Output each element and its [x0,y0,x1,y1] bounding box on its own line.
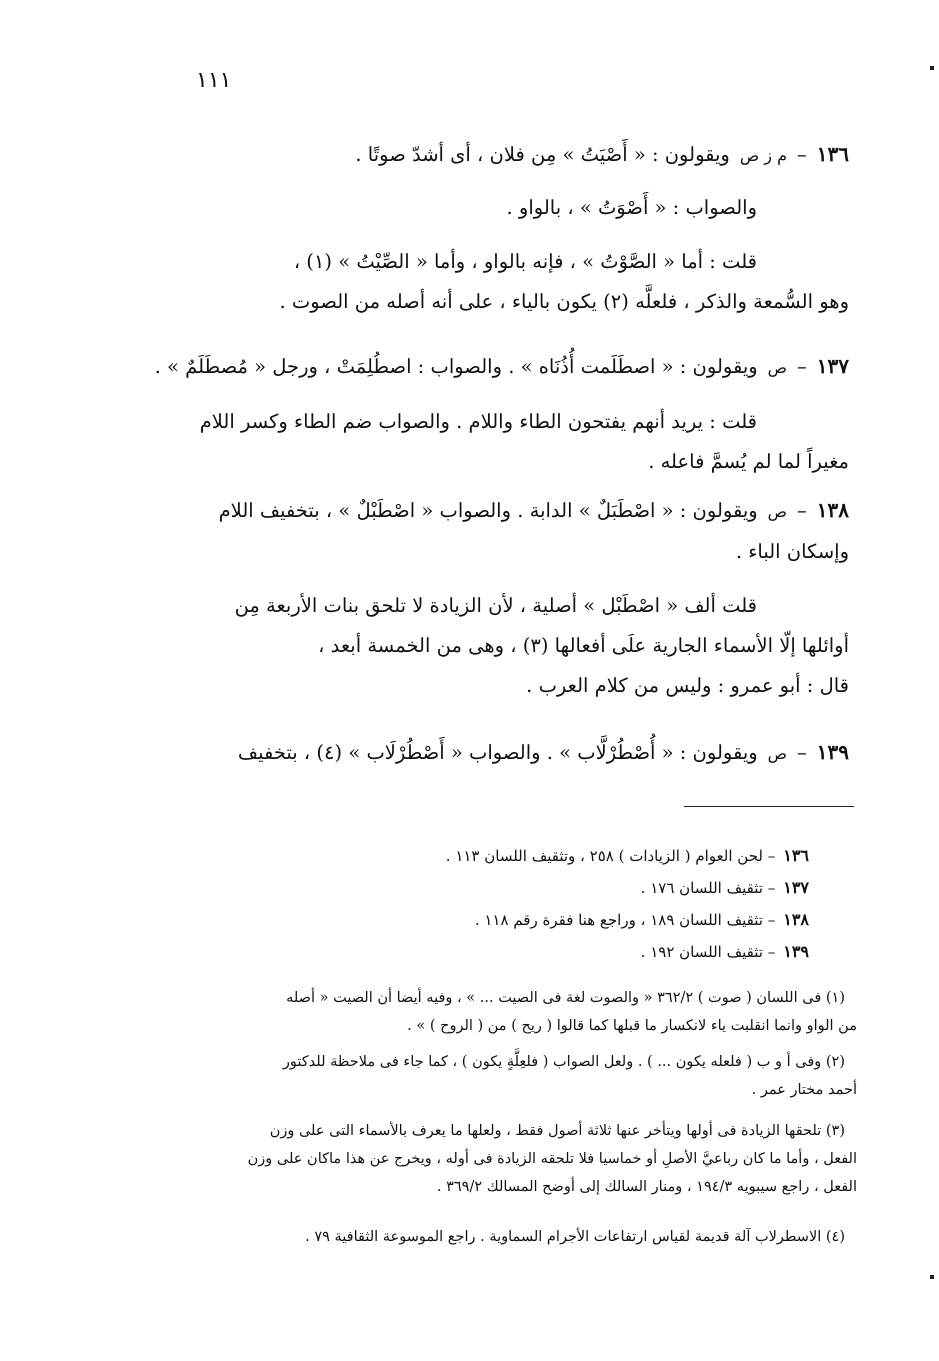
entry-text: ويقولون : « أَصْيَتُ » مِن فلان ، أى أشدّ صوتًا . [355,143,730,166]
entry-source: ص [767,358,788,377]
footnote-line: الفعل ، وأما ما كان رباعيَّ الأصلِ أو خماسيا فلا تلحقه الزيادة فى أوله ، ويخرج عن هذا ماكان على وزن [247,1151,857,1167]
entry-source: ص [767,502,788,521]
source-notes [249,840,809,968]
page-number: ١١١ [196,68,232,93]
entry-head: ١٣٩ – ص ويقولون : « أُصْطُرْلَّاب » . والصواب « أَصْطُرْلَاب » (٤) ، بتخفيف [149,732,849,774]
source-note: ١٣٩– تثقيف اللسان ١٩٢ . [640,942,809,961]
footnote-line: من الواو وانما انقلبت ياء لانكسار ما قبلها كما قالوا ( ريح ) من ( الروح ) » . [407,1018,857,1034]
footnote-divider [684,806,854,807]
entry-line: قلت ألف « اصْطَبْل » أصلية ، لأن الزيادة لا تلحق بنات الأربعة مِن [234,594,757,617]
entry-line: وإسكان الباء . [735,540,849,563]
entry-text: ويقولون : « اصطَلَمت أُذُنَاه » . والصواب : اصطُلِمَتْ ، ورجل « مُصطَلَمٌ » . [154,355,758,378]
entry-137 [149,346,849,482]
footnote-line: (٢) وفى أ و ب ( فلعله يكون ... ) . ولعل الصواب ( فلعِلَّةٍ يكون ) ، كما جاء فى ملاحظة للدكتور [282,1054,845,1070]
footnote-line: (٣) تلحقها الزيادة فى أولها ويتأخر عنها ثلاثة أصول فقط ، ولعلها ما يعرف بالأسماء التى على وزن [269,1123,845,1139]
entry-line: والصواب : « أَصْوَتُ » ، بالواو . [506,196,757,219]
source-note: ١٣٨– تثقيف اللسان ١٨٩ ، وراجع هنا فقرة رقم ١١٨ . [474,910,809,929]
entry-source: ص [767,744,788,763]
entry-source: م ز ص [739,146,788,165]
entry-line: وهو السُّمعة والذكر ، فلعلَّه (٢) يكون بالياء ، على أنه أصله من الصوت . [279,290,849,313]
entry-head: ١٣٧ – ص ويقولون : « اصطَلَمت أُذُنَاه » . والصواب : اصطُلِمَتْ ، ورجل « مُصطَلَمٌ » . [149,346,849,388]
entry-line: قلت : يريد أنهم يفتحون الطاء واللام . والصواب ضم الطاء وكسر اللام [199,410,757,433]
footnote-2 [147,1048,857,1104]
footnote-line: (١) فى اللسان ( صوت ) ٣٦٢/٢ « والصوت لغة فى الصيت ... » ، وفيه أيضا أن الصيت « أصله [286,990,845,1006]
entry-number: ١٣٨ [816,498,849,522]
entry-head: ١٣٨ – ص ويقولون : « اصْطَبَلٌ » الدابة . والصواب « اصْطَبْلٌ » ، بتخفيف اللام [149,490,849,532]
footnote-4 [147,1223,857,1251]
footnote-line: أحمد مختار عمر . [751,1082,857,1098]
entry-text: ويقولون : « أُصْطُرْلَّاب » . والصواب « أَصْطُرْلَاب » (٤) ، بتخفيف [237,741,758,764]
footnote-line: (٤) الاسطرلاب آلة قديمة لقياس ارتفاعات الأجرام السماوية . راجع الموسوعة الثقافية ٧٩ . [305,1229,845,1245]
source-note: ١٣٦– لحن العوام ( الزيادات ) ٢٥٨ ، وتثقيف اللسان ١١٣ . [445,846,809,865]
source-note: ١٣٧– تثقيف اللسان ١٧٦ . [640,878,809,897]
entry-136 [149,134,849,322]
footnote-line: الفعل ، راجع سيبويه ١٩٤/٣ ، ومنار السالك إلى أوضح المسالك ٣٦٩/٢ . [436,1179,857,1195]
entry-text: ويقولون : « اصْطَبَلٌ » الدابة . والصواب « اصْطَبْلٌ » ، بتخفيف اللام [218,499,758,522]
entry-138 [149,490,849,706]
footnote-3 [147,1117,857,1201]
entry-number: ١٣٩ [816,740,849,764]
footnote-1 [147,984,857,1040]
entry-line: قلت : أما « الصَّوْتُ » ، فإنه بالواو ، وأما « الصِّيْتُ » (١) ، [293,250,757,273]
scan-mark [930,66,934,70]
scan-mark [930,1275,934,1279]
entry-139 [149,732,849,774]
entry-number: ١٣٧ [816,354,849,378]
entry-number: ١٣٦ [816,142,849,166]
entry-line: قال : أبو عمرو : وليس من كلام العرب . [526,674,849,697]
entry-line: مغيراً لما لم يُسمَّ فاعله . [648,450,849,473]
entry-line: أوائلها إلّا الأسماء الجارية علَى أفعالها (٣) ، وهى من الخمسة أبعد ، [318,634,849,657]
entry-head: ١٣٦ – م ز ص ويقولون : « أَصْيَتُ » مِن فلان ، أى أشدّ صوتًا . [149,134,849,176]
